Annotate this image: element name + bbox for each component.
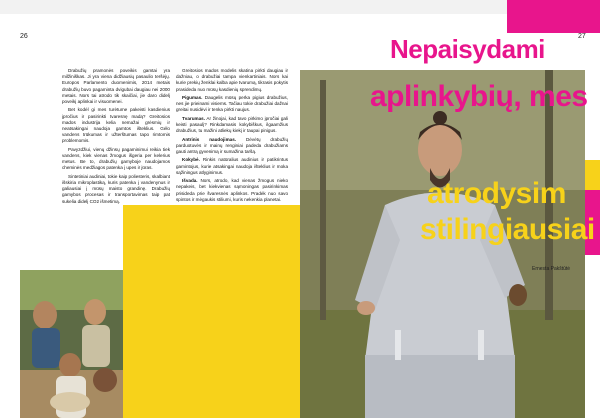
headline-line-2: aplinkybių, mes [370, 80, 588, 113]
column2-paragraph: Išvada. Nors, atrodo, kad vienas žmogus nieko nepakeis, bet kiekvienas sąmoningas pasirinkimas prisideda prie švaresnės aplinkos. Pradėk nuo savo spintos ir mėgaukis stiliumi, kuris nekenkia planetai. [176, 178, 288, 202]
street-musicians-photo [20, 270, 123, 418]
column1-paragraph: Pavyzdžiui, vienų džinsų pagaminimui reikia tiek vandens, kiek vienas žmogus išgeria per kelerius metus. Be to, drabužių gamyboje naudojamos cheminės medžiagos patenka į upes ir jūras. [62, 146, 170, 171]
column2-paragraph: Greitosios mados modelis skatina pirkti daugiau ir dažniau, o drabužiai tampa vienkartiniais. Nors kai kurie prekių ženklai kalba apie tvarumą, tikrasis pokytis prasideda nuo mūsų kasdienių sprendimų. [176, 68, 288, 92]
text-column-2 [176, 68, 288, 388]
column1-paragraph: Bet kodėl gi mes turėtume pakeisti kasdienius įpročius ir pasirinkti tvaresnę madą? Greitosios mados industrija kelia nemažai grėsmių ir neatsakingai naudoja gamtos išteklius. Gėlo vandens trūkumas ir užterštumas tapo rimtomis problemomis. [62, 107, 170, 144]
headline-line-4: stilingiausiai [420, 213, 595, 246]
column2-paragraph: Antrinis naudojimas. Dėvėtų drabužių parduotuvės ir mainų renginiai padeda drabužiams gauti antrą gyvenimą ir sumažina taršą. [176, 136, 288, 154]
author-byline: Ernesta Pakštūtė [532, 266, 571, 272]
column2-paragraph: Kokybė. Rinkis natūralius audinius ir patikrintus gamintojus, kurie atsakingai naudoja išteklius ir moka sąžiningus atlyginimus. [176, 157, 288, 175]
magenta-block-top [507, 0, 600, 33]
headline-line-1: Nepaisydami [390, 34, 545, 64]
text-column-1 [62, 68, 170, 268]
page-number-right: 27 [578, 33, 586, 40]
column2-paragraph: Pigumas. Daugelis mūsų perka pigius drabužius, nes jie prieinami visiems. Tačiau tokie drabužiai dažnai greitai nusidėvi ir tenka pirkti naujus. [176, 95, 288, 113]
column1-paragraph: Drabužių pramonės poveikis gamtai yra milžiniškas. Ji yra viena didžiausių pasaulio teršėjų. Europos Parlamento duomenimis, 2014 metais drabužių buvo pagaminta dvigubai daugiau nei 2000 metais. Nors tai atrodo tik skaičiai, jie daro didelį poveikį aplinkai ir visuomenei. [62, 68, 170, 105]
column2-paragraph: Tvarumas. Ar žinojai, kad tavo pirkimo įpročiai gali keisti pasaulį? Rinkdamasis kokybiškus, ilgaamžius drabužius, tu mažini atliekų kiekį ir taupai pinigus. [176, 115, 288, 134]
page-number-left: 26 [20, 33, 28, 40]
headline-line-3: atrodysim [427, 177, 566, 210]
column1-paragraph: Sintetiniai audiniai, tokie kaip poliesteris, skalbiant išskiria mikroplastiką, kuris patenka į vandenynus ir galiausiai į mūsų maisto grandinę. Drabužių gamybos procesas ir transportavimas taip pat sukelia didelį CO2 išmetimą. [62, 173, 170, 204]
